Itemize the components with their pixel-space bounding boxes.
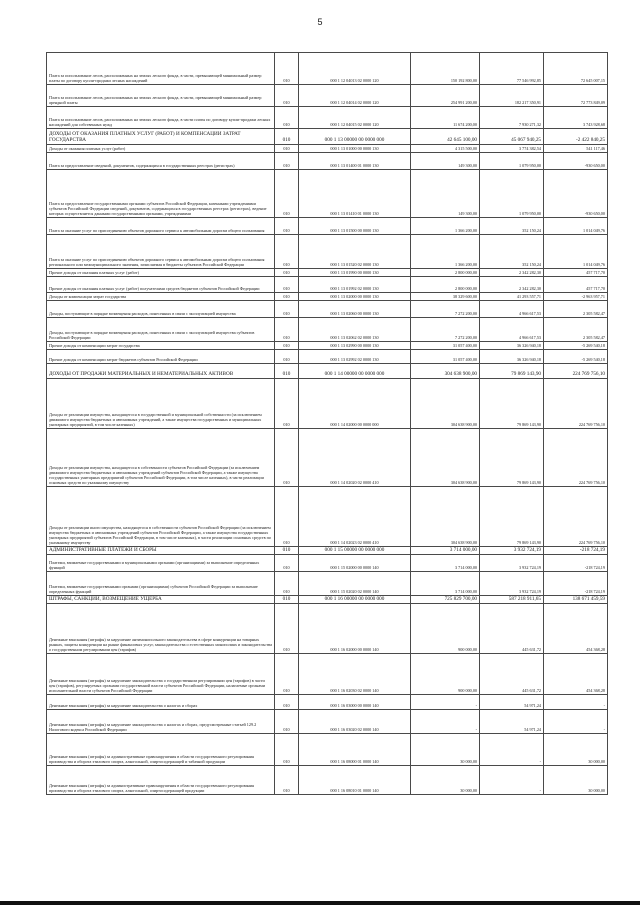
table-row [47, 53, 608, 85]
row-budget-code: 000 1 16 00000 00 0000 000 [299, 596, 411, 604]
table-row [47, 218, 608, 235]
row-approved-amount: 900 000,00 [411, 604, 480, 654]
row-name: Денежные взыскания (штрафы) за административные правонарушения в области государственного регулирования производства и оборота этилового спирта, алкогольной, спиртосодержащей и табачной продукции [47, 734, 275, 766]
row-budget-code: 000 1 13 00000 00 0000 000 [299, 129, 411, 145]
row-executed-amount: 7 930 271,32 [480, 107, 544, 129]
table-row [47, 342, 608, 350]
row-name: Платежи, взимаемые государственными и муниципальными органами (организациями) за выполнение определенных функций [47, 555, 275, 572]
row-line-code: 010 [275, 277, 299, 293]
row-unexecuted-amount: -218 724,19 [544, 555, 608, 572]
row-executed-amount: 36 326 940,18 [480, 350, 544, 364]
row-name: Денежные взыскания (штрафы) за нарушение законодательства о налогах и сборах, предусмотренные статьей 129.2 Налогового кодекса Российской Федерации [47, 710, 275, 734]
row-approved-amount: 304 638 900,00 [411, 379, 480, 429]
row-unexecuted-amount: - [544, 695, 608, 710]
row-approved-amount: 149 300,00 [411, 170, 480, 218]
row-unexecuted-amount: 3 743 928,68 [544, 107, 608, 129]
row-approved-amount: - [411, 710, 480, 734]
row-line-code: 010 [275, 555, 299, 572]
row-line-code: 010 [275, 85, 299, 107]
row-executed-amount: 36 326 940,18 [480, 342, 544, 350]
table-row [47, 145, 608, 153]
row-executed-amount: 77 546 992,85 [480, 53, 544, 85]
row-name: Доходы от компенсации затрат государства [47, 293, 275, 301]
row-executed-amount: 4 966 617,53 [480, 318, 544, 342]
row-unexecuted-amount: 224 769 756,10 [544, 487, 608, 547]
row-unexecuted-amount: -218 724,19 [544, 547, 608, 555]
row-approved-amount: 304 638 900,00 [411, 364, 480, 379]
row-unexecuted-amount: 541 117,46 [544, 145, 608, 153]
row-name: ШТРАФЫ, САНКЦИИ, ВОЗМЕЩЕНИЕ УЩЕРБА [47, 596, 275, 604]
row-unexecuted-amount: 457 717,70 [544, 277, 608, 293]
table-row [47, 596, 608, 604]
row-executed-amount: 2 342 282,30 [480, 277, 544, 293]
table-row [47, 235, 608, 269]
row-name: Доходы от реализации иного имущества, находящегося в собственности субъектов Российской Федерации (за исключением имущества бюджетных и автономных учреждений субъектов Российской Федерации, а также имущества государственных унитарных предприятий субъектов Российской Федерации, в том числе казенных), в части реализации основных средств по указанному имуществу [47, 487, 275, 547]
row-line-code: 010 [275, 218, 299, 235]
row-approved-amount: 900 000,00 [411, 654, 480, 695]
row-line-code: 010 [275, 269, 299, 277]
row-executed-amount: 41 293 557,71 [480, 293, 544, 301]
row-budget-code: 000 1 13 02060 00 0000 130 [299, 301, 411, 318]
row-line-code: 010 [275, 364, 299, 379]
row-approved-amount: 2 800 000,00 [411, 269, 480, 277]
row-name: Плата за использование лесов, расположенных на землях лесного фонда, в части, превышающей минимальный размер арендной платы [47, 85, 275, 107]
table-row [47, 379, 608, 429]
row-unexecuted-amount: -2 963 957,71 [544, 293, 608, 301]
row-unexecuted-amount: 224 769 756,10 [544, 379, 608, 429]
row-budget-code: 000 1 16 03020 02 0000 140 [299, 710, 411, 734]
row-name: АДМИНИСТРАТИВНЫЕ ПЛАТЕЖИ И СБОРЫ [47, 547, 275, 555]
budget-table-body [47, 53, 608, 795]
row-name: Денежные взыскания (штрафы) за нарушение антимонопольного законодательства в сфере конкуренции на товарных рынках, защиты конкуренции на рынке финансовых услуг, законодательства о естественных монополиях и законодательства о государственном регулировании цен (тарифов) [47, 604, 275, 654]
row-unexecuted-amount: - [544, 710, 608, 734]
row-budget-code: 000 1 12 04015 02 0000 120 [299, 107, 411, 129]
row-budget-code: 000 1 14 00000 00 0000 000 [299, 364, 411, 379]
row-budget-code: 000 1 12 04013 02 0000 120 [299, 53, 411, 85]
row-budget-code: 000 1 14 02020 02 0000 410 [299, 429, 411, 487]
row-line-code: 010 [275, 129, 299, 145]
row-budget-code: 000 1 13 02992 02 0000 130 [299, 350, 411, 364]
row-line-code: 010 [275, 153, 299, 170]
row-executed-amount: 352 150,24 [480, 218, 544, 235]
row-executed-amount: 587 218 911,65 [480, 596, 544, 604]
row-approved-amount: 304 638 900,00 [411, 487, 480, 547]
row-budget-code: 000 1 12 04014 02 0000 120 [299, 85, 411, 107]
row-approved-amount: 30 000,00 [411, 734, 480, 766]
row-budget-code: 000 1 13 01990 00 0000 130 [299, 269, 411, 277]
row-budget-code: 000 1 15 02000 00 0000 140 [299, 555, 411, 572]
row-unexecuted-amount: -5 269 540,18 [544, 342, 608, 350]
row-name: Доходы, поступающие в порядке возмещения расходов, понесенных в связи с эксплуатацией имущества субъектов Российской Федерации [47, 318, 275, 342]
row-line-code: 010 [275, 170, 299, 218]
row-approved-amount: 150 192 800,00 [411, 53, 480, 85]
table-row [47, 269, 608, 277]
row-executed-amount: 445 631,72 [480, 654, 544, 695]
row-line-code: 010 [275, 596, 299, 604]
row-approved-amount: - [411, 695, 480, 710]
table-row [47, 293, 608, 301]
row-budget-code: 000 1 13 02000 00 0000 130 [299, 293, 411, 301]
page-number: 5 [317, 17, 323, 27]
row-approved-amount: 31 057 400,00 [411, 342, 480, 350]
row-unexecuted-amount: 2 305 582,47 [544, 318, 608, 342]
row-unexecuted-amount: 224 769 756,10 [544, 429, 608, 487]
row-line-code: 010 [275, 379, 299, 429]
row-line-code: 010 [275, 654, 299, 695]
row-budget-code: 000 1 16 02030 02 0000 140 [299, 654, 411, 695]
row-executed-amount: 3 932 724,19 [480, 547, 544, 555]
row-name: Доходы от реализации имущества, находящегося в собственности субъектов Российской Федерации (за исключением движимого имущества бюджетных и автономных учреждений субъектов Российской Федерации, а также имущества государственных унитарных предприятий субъектов Российской Федерации, в том числе казенных), в части реализации основных средств по указанному имуществу [47, 429, 275, 487]
row-executed-amount: 1 079 950,00 [480, 153, 544, 170]
row-line-code: 010 [275, 107, 299, 129]
row-line-code: 010 [275, 734, 299, 766]
row-unexecuted-amount: -218 724,19 [544, 572, 608, 596]
table-row [47, 572, 608, 596]
row-name: Доходы, поступающие в порядке возмещения расходов, понесенных в связи с эксплуатацией имущества [47, 301, 275, 318]
row-name: Платежи, взимаемые государственными органами (организациями) субъектов Российской Федерации за выполнение определенных функций [47, 572, 275, 596]
row-executed-amount: 79 869 143,90 [480, 364, 544, 379]
row-approved-amount: 304 638 900,00 [411, 429, 480, 487]
table-row [47, 129, 608, 145]
row-executed-amount: 4 966 617,53 [480, 301, 544, 318]
row-line-code: 010 [275, 572, 299, 596]
row-unexecuted-amount: 454 368,28 [544, 654, 608, 695]
row-line-code: 010 [275, 429, 299, 487]
scan-bottom-edge [0, 901, 640, 905]
row-approved-amount: 254 991 200,00 [411, 85, 480, 107]
row-unexecuted-amount: 72 773 849,09 [544, 85, 608, 107]
table-row [47, 364, 608, 379]
row-name: Плата за предоставление государственными органами субъектов Российской Федерации, казенными учреждениями субъектов Российской Федерации сведений, документов, содержащихся в государственных реестрах (регистрах), ведение которых осуществляется данными государственными органами, учреждениями [47, 170, 275, 218]
row-approved-amount: 3 714 000,00 [411, 555, 480, 572]
row-executed-amount: 352 150,24 [480, 235, 544, 269]
row-name: Плата за использование лесов, расположенных на землях лесного фонда, в части, превышающей минимальный размер платы по договору купли-продажи лесных насаждений [47, 53, 275, 85]
row-approved-amount: 30 000,00 [411, 766, 480, 795]
row-line-code: 010 [275, 235, 299, 269]
row-approved-amount: 725 829 700,00 [411, 596, 480, 604]
row-line-code: 010 [275, 487, 299, 547]
row-executed-amount: - [480, 766, 544, 795]
row-budget-code: 000 1 13 01400 01 0000 130 [299, 153, 411, 170]
row-line-code: 010 [275, 695, 299, 710]
row-approved-amount: 2 800 000,00 [411, 277, 480, 293]
row-budget-code: 000 1 16 08000 01 0000 140 [299, 734, 411, 766]
row-budget-code: 000 1 16 08010 01 0000 140 [299, 766, 411, 795]
table-row [47, 350, 608, 364]
row-approved-amount: 31 057 400,00 [411, 350, 480, 364]
row-approved-amount: 1 366 200,00 [411, 218, 480, 235]
row-budget-code: 000 1 15 02020 02 0000 140 [299, 572, 411, 596]
table-row [47, 170, 608, 218]
row-unexecuted-amount: -930 650,00 [544, 153, 608, 170]
row-unexecuted-amount: -930 650,00 [544, 170, 608, 218]
row-approved-amount: 1 366 200,00 [411, 235, 480, 269]
row-name: Плата за предоставление сведений, документов, содержащихся в государственных реестрах (регистрах) [47, 153, 275, 170]
row-budget-code: 000 1 13 02062 02 0000 130 [299, 318, 411, 342]
row-line-code: 010 [275, 318, 299, 342]
row-unexecuted-amount: -5 269 540,18 [544, 350, 608, 364]
table-row [47, 710, 608, 734]
row-executed-amount: 3 932 724,19 [480, 572, 544, 596]
row-budget-code: 000 1 14 02023 02 0000 410 [299, 487, 411, 547]
table-row [47, 301, 608, 318]
row-executed-amount: 3 774 382,54 [480, 145, 544, 153]
row-name: Денежные взыскания (штрафы) за нарушение законодательства о государственном регулировании цен (тарифов) в части цен (тарифов), регулируемых органами государственной власти субъектов Российской Федерации, налагаемые органами исполнительной власти субъектов Российской Федерации [47, 654, 275, 695]
row-executed-amount: 3 932 724,19 [480, 555, 544, 572]
budget-revenue-table [46, 52, 608, 795]
row-unexecuted-amount: 1 014 049,76 [544, 218, 608, 235]
row-budget-code: 000 1 15 00000 00 0000 000 [299, 547, 411, 555]
row-name: Доходы от реализации имущества, находящегося в государственной и муниципальной собственности (за исключением движимого имущества бюджетных и автономных учреждений, а также имущества государственных и муниципальных унитарных предприятий, в том числе казенных) [47, 379, 275, 429]
table-row [47, 654, 608, 695]
row-line-code: 010 [275, 301, 299, 318]
row-name: Доходы от оказания платных услуг (работ) [47, 145, 275, 153]
row-unexecuted-amount: 138 671 459,59 [544, 596, 608, 604]
row-approved-amount: 42 645 100,00 [411, 129, 480, 145]
row-name: Плата за оказание услуг по присоединению объектов дорожного сервиса к автомобильным дорогам общего пользования [47, 218, 275, 235]
row-budget-code: 000 1 13 01500 00 0000 130 [299, 218, 411, 235]
row-executed-amount: 445 631,72 [480, 604, 544, 654]
row-name: Плата за оказание услуг по присоединению объектов дорожного сервиса к автомобильным дорогам общего пользования регионального или межмуниципального значения, зачисляемая в бюджеты субъектов Российской Федерации [47, 235, 275, 269]
row-executed-amount: 2 342 282,30 [480, 269, 544, 277]
row-approved-amount: 7 272 200,00 [411, 318, 480, 342]
row-line-code: 010 [275, 342, 299, 350]
row-line-code: 010 [275, 53, 299, 85]
row-executed-amount: 79 869 143,90 [480, 379, 544, 429]
row-approved-amount: 3 714 000,00 [411, 572, 480, 596]
row-unexecuted-amount: 457 717,70 [544, 269, 608, 277]
row-name: ДОХОДЫ ОТ ОКАЗАНИЯ ПЛАТНЫХ УСЛУГ (РАБОТ) И КОМПЕНСАЦИИ ЗАТРАТ ГОСУДАРСТВА [47, 129, 275, 145]
row-name: Прочие доходы от компенсации затрат государства [47, 342, 275, 350]
row-executed-amount: 79 869 143,90 [480, 487, 544, 547]
row-unexecuted-amount: 224 769 756,10 [544, 364, 608, 379]
row-budget-code: 000 1 13 01000 00 0000 130 [299, 145, 411, 153]
row-budget-code: 000 1 13 02990 00 0000 130 [299, 342, 411, 350]
row-line-code: 010 [275, 710, 299, 734]
table-row [47, 487, 608, 547]
row-budget-code: 000 1 14 02000 00 0000 000 [299, 379, 411, 429]
table-row [47, 153, 608, 170]
row-approved-amount: 38 329 600,00 [411, 293, 480, 301]
row-approved-amount: 11 674 200,00 [411, 107, 480, 129]
row-line-code: 010 [275, 293, 299, 301]
row-unexecuted-amount: 72 645 007,15 [544, 53, 608, 85]
row-line-code: 010 [275, 145, 299, 153]
row-name: Плата за использование лесов, расположенных на землях лесного фонда, в части платы по договору купли-продажи лесных насаждений для собственных нужд [47, 107, 275, 129]
row-unexecuted-amount: 30 000,00 [544, 766, 608, 795]
row-unexecuted-amount: 2 305 582,47 [544, 301, 608, 318]
table-row [47, 604, 608, 654]
row-budget-code: 000 1 16 03000 00 0000 140 [299, 695, 411, 710]
row-name: Прочие доходы от компенсации затрат бюджетов субъектов Российской Федерации [47, 350, 275, 364]
row-budget-code: 000 1 13 01410 01 0000 130 [299, 170, 411, 218]
row-approved-amount: 149 300,00 [411, 153, 480, 170]
row-unexecuted-amount: 30 000,00 [544, 734, 608, 766]
row-executed-amount: 1 079 950,00 [480, 170, 544, 218]
row-executed-amount: - [480, 734, 544, 766]
row-approved-amount: 7 272 200,00 [411, 301, 480, 318]
row-executed-amount: 45 067 940,25 [480, 129, 544, 145]
table-row [47, 734, 608, 766]
row-unexecuted-amount: 454 368,28 [544, 604, 608, 654]
table-row [47, 318, 608, 342]
table-row [47, 107, 608, 129]
row-budget-code: 000 1 13 01992 02 0000 130 [299, 277, 411, 293]
row-unexecuted-amount: -2 422 840,25 [544, 129, 608, 145]
row-line-code: 010 [275, 547, 299, 555]
row-unexecuted-amount: 1 014 049,76 [544, 235, 608, 269]
row-budget-code: 000 1 16 02000 00 0000 140 [299, 604, 411, 654]
row-executed-amount: 79 869 143,90 [480, 429, 544, 487]
row-name: Прочие доходы от оказания платных услуг (работ) [47, 269, 275, 277]
row-name: ДОХОДЫ ОТ ПРОДАЖИ МАТЕРИАЛЬНЫХ И НЕМАТЕРИАЛЬНЫХ АКТИВОВ [47, 364, 275, 379]
row-line-code: 010 [275, 766, 299, 795]
row-line-code: 010 [275, 604, 299, 654]
table-row [47, 766, 608, 795]
table-row [47, 547, 608, 555]
table-row [47, 555, 608, 572]
table-row [47, 695, 608, 710]
row-budget-code: 000 1 13 01520 02 0000 130 [299, 235, 411, 269]
row-executed-amount: 182 217 350,91 [480, 85, 544, 107]
row-approved-amount: 4 315 500,00 [411, 145, 480, 153]
table-row [47, 277, 608, 293]
row-approved-amount: 3 714 000,00 [411, 547, 480, 555]
table-row [47, 429, 608, 487]
row-name: Прочие доходы от оказания платных услуг (работ) получателями средств бюджетов субъектов Российской Федерации [47, 277, 275, 293]
row-line-code: 010 [275, 350, 299, 364]
row-executed-amount: 54 971,24 [480, 710, 544, 734]
table-row [47, 85, 608, 107]
row-executed-amount: 54 971,24 [480, 695, 544, 710]
row-name: Денежные взыскания (штрафы) за нарушение законодательства о налогах и сборах [47, 695, 275, 710]
row-name: Денежные взыскания (штрафы) за административные правонарушения в области государственного регулирования производства и оборота этилового спирта, алкогольной, спиртосодержащей продукции [47, 766, 275, 795]
